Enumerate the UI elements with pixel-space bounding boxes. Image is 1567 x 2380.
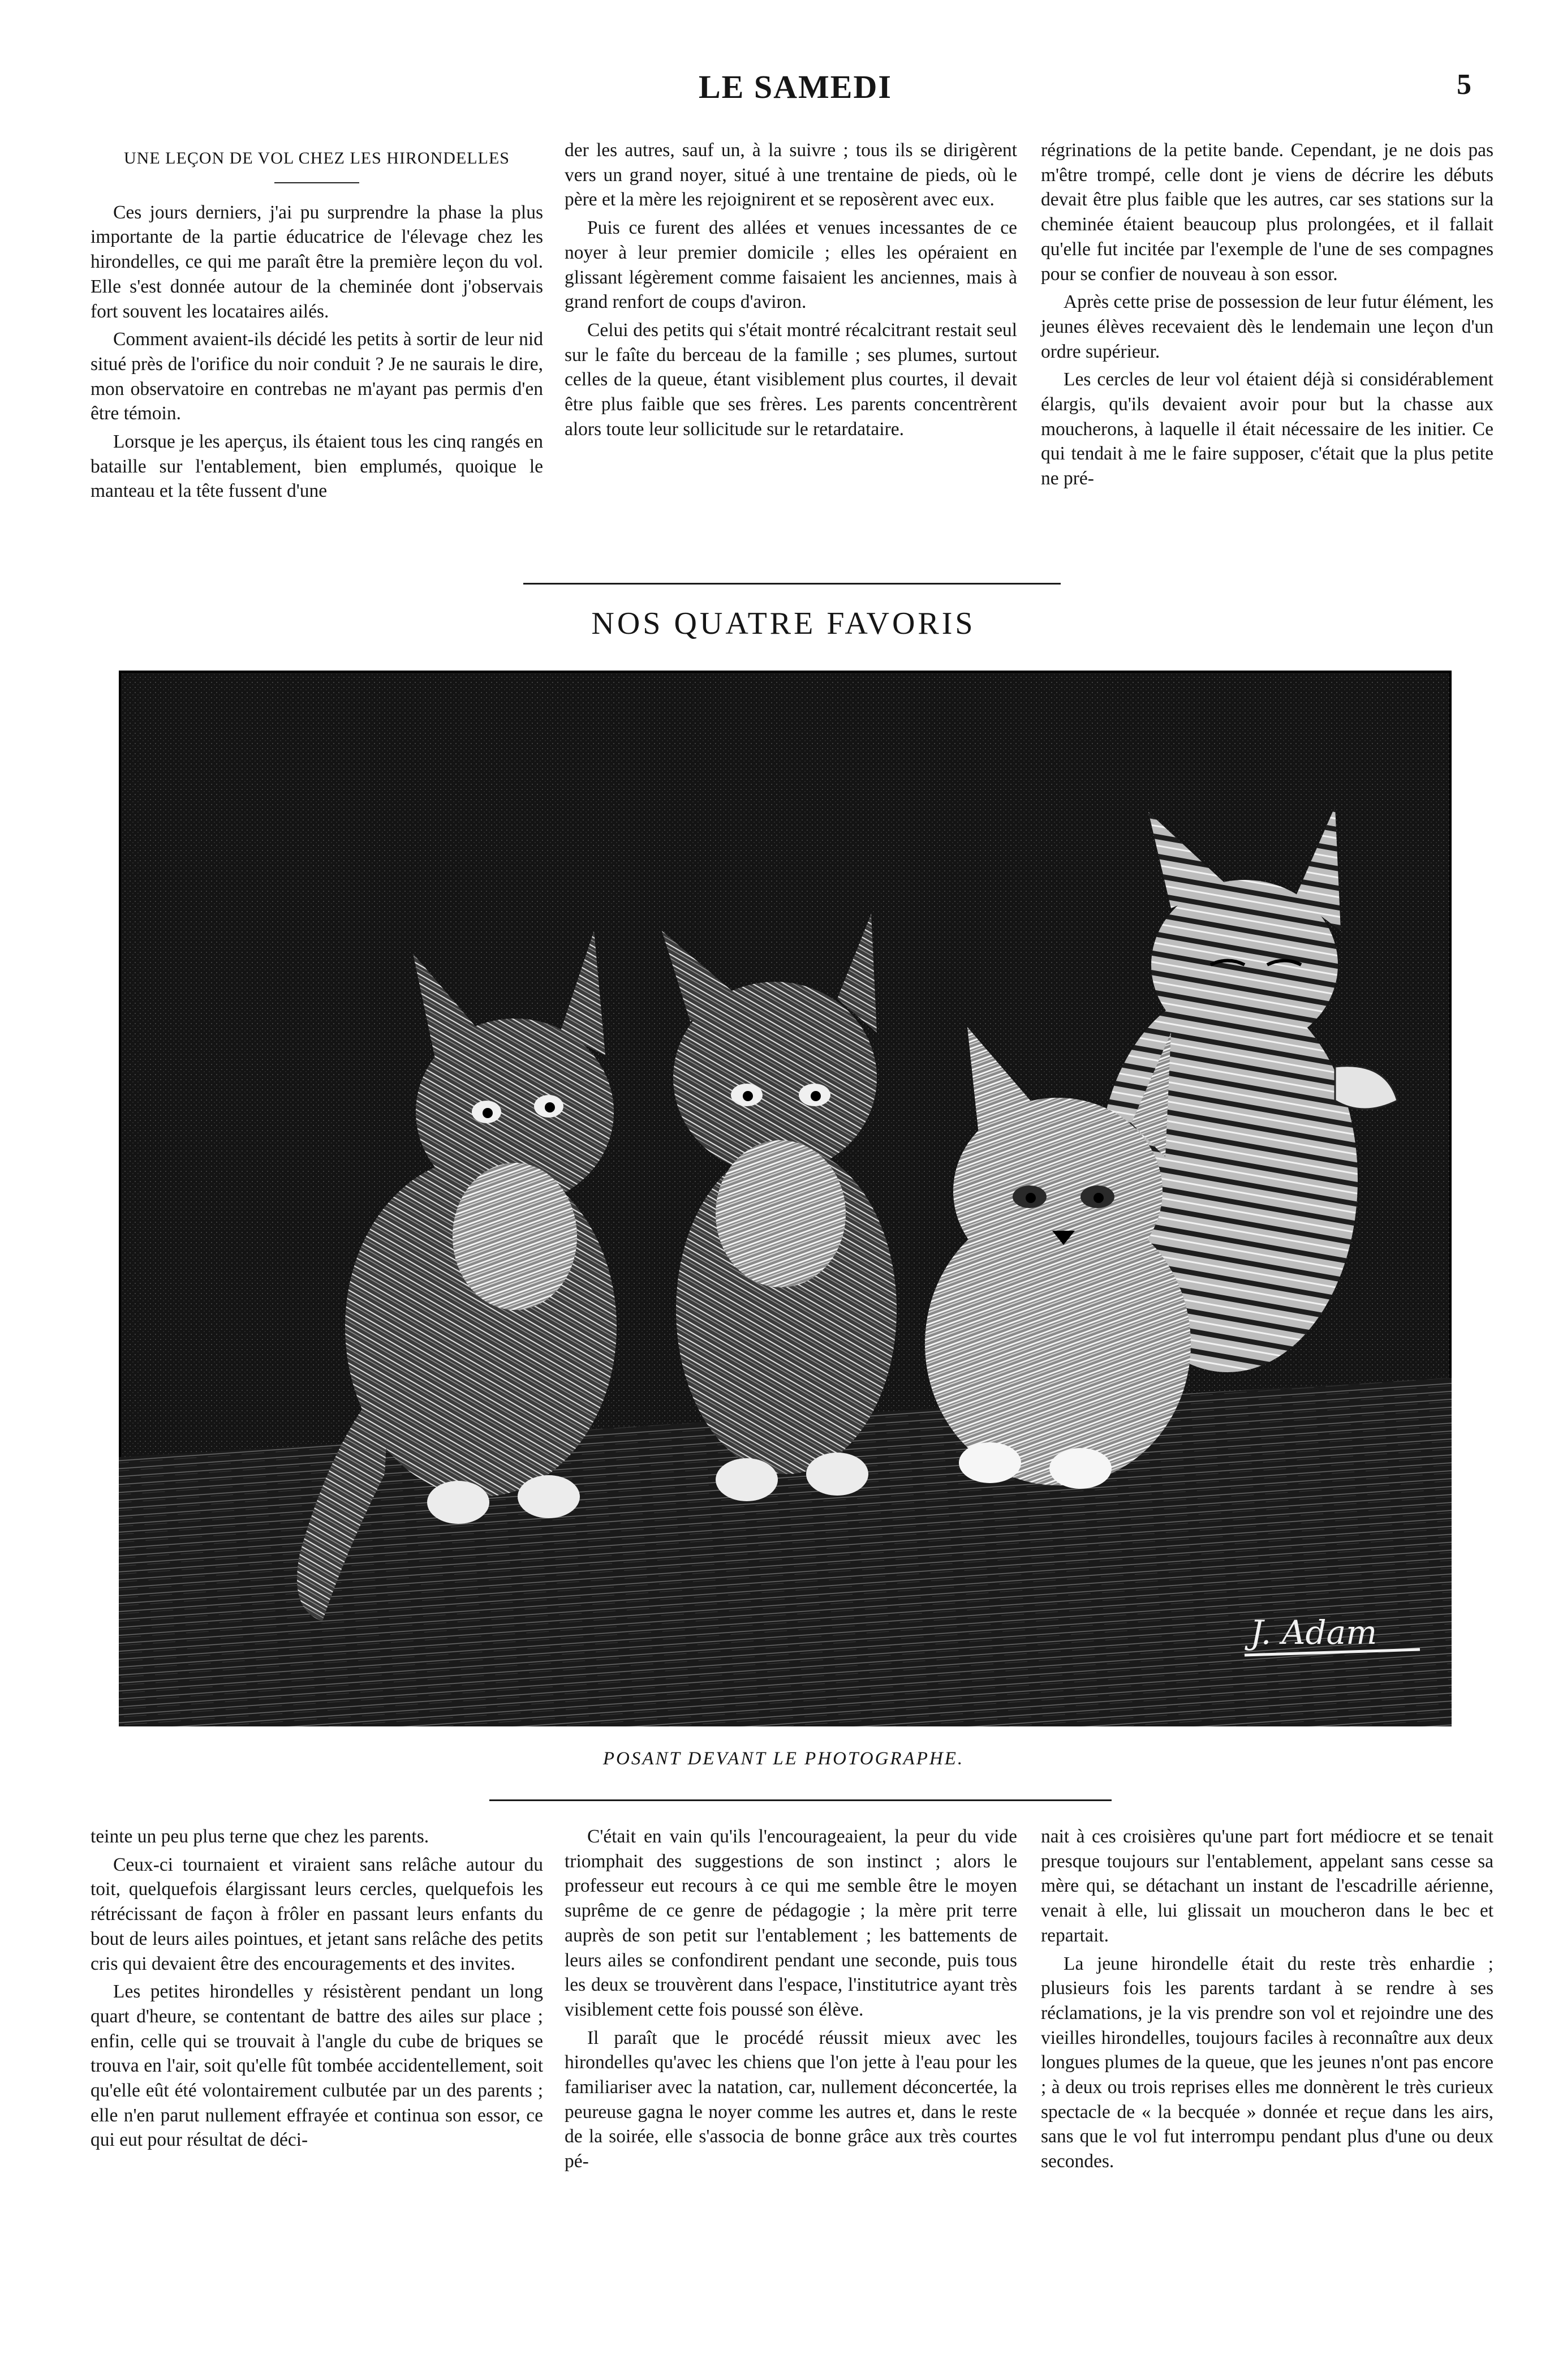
newspaper-title: LE SAMEDI xyxy=(699,68,892,105)
paragraph: Puis ce furent des allées et venues incessantes de ce noyer à leur premier domicile ; elles les opéraient en glissant légèrement comme faisaient les anciennes, mais à grand renfort de coups d'aviron. xyxy=(565,217,1017,313)
page-number: 5 xyxy=(1457,68,1471,101)
paragraph: Comment avaient-ils décidé les petits à sortir de leur nid situé près de l'orifice du noir conduit ? Je ne saurais le dire, mon observatoire en contrebas ne m'ayant pas permis d'en être témoin. xyxy=(91,329,543,424)
paragraph: C'était en vain qu'ils l'encourageaient, la peur du vide triomphait des suggestions de son instinct ; alors le professeur eut recours à ce qui me semble être le moyen suprême de ce genre de pédagogie ; la mère prit terre auprès de son petit sur l'entablement ; les battements de leurs ailes se confondirent pendant une seconde, puis tous les deux se trouvèrent dans l'espace, l'institutrice ayant très visiblement cette fois poussé son élève. xyxy=(565,1826,1017,2020)
heading-divider xyxy=(274,182,359,183)
paragraph: Il paraît que le procédé réussit mieux avec les hirondelles qu'avec les chiens que l'on jette à l'eau pour les familiariser avec la natation, car, nullement déconcertée, la peureuse gagna le noyer comme les autres et, dans le reste de la soirée, elle s'associa de bonne grâce aux très courtes pé- xyxy=(565,2027,1017,2172)
section-rule-bottom xyxy=(489,1799,1112,1801)
article-column-bottom-1 xyxy=(91,1824,543,2153)
paragraph: teinte un peu plus terne que chez les parents. xyxy=(91,1826,429,1847)
paragraph: Les petites hirondelles y résistèrent pendant un long quart d'heure, se contentant de battre des ailes sur place ; enfin, celle qui se trouvait à l'angle du cube de briques se trouva en l'air, soit qu'elle fût tombée accidentellement, soit qu'elle eût été volontairement culbutée par un des parents ; elle n'en parut nullement effrayée et continua son essor, ce qui eut pour résultat de déci- xyxy=(91,1981,543,2151)
section-title: NOS QUATRE FAVORIS xyxy=(591,606,976,641)
section-rule-top xyxy=(523,583,1061,585)
paragraph: régrinations de la petite bande. Cependant, je ne dois pas m'être trompé, celle dont je viens de décrire les débuts devait être plus faible que les autres, car ses stations sur la cheminée étaient beaucoup plus prolongées, et il fallait qu'elle fut incitée par l'exemple de l'une de ses compagnes pour se confier de nouveau à son essor. xyxy=(1041,140,1493,285)
paragraph: Ces jours derniers, j'ai pu surprendre la phase la plus importante de la partie éducatrice de l'élevage chez les hirondelles, ce qui me paraît être la première leçon du vol. Elle s'est donnée autour de la cheminée dont j'observais fort souvent les locataires ailés. xyxy=(91,201,543,322)
article-column-top-2 xyxy=(565,138,1017,441)
paragraph: Les cercles de leur vol étaient déjà si considérablement élargis, qu'ils devaient avoir pour but la chasse aux moucherons, à laquelle il était nécessaire de les initier. Ce qui tendait à me le faire supposer, c'était que la plus petite ne pré- xyxy=(1041,369,1493,489)
paragraph: der les autres, sauf un, à la suivre ; tous ils se dirigèrent vers un grand noyer, situé à une trentaine de pieds, où le père et la mère les rejoignirent et se reposèrent avec eux. xyxy=(565,140,1017,210)
paragraph: Celui des petits qui s'était montré récalcitrant restait seul sur le faîte du berceau de la famille ; ses plumes, surtout celles de la queue, étant visiblement plus courtes, il devait être plus faible que ses frères. Les parents concentrèrent alors toute leur sollicitude sur le retardataire. xyxy=(565,319,1017,440)
article-column-bottom-3 xyxy=(1041,1824,1493,2174)
article-column-top-3 xyxy=(1041,138,1493,491)
article-heading: UNE LEÇON DE VOL CHEZ LES HIRONDELLES xyxy=(124,149,510,167)
kittens-engraving xyxy=(119,671,1452,1726)
paragraph: La jeune hirondelle était du reste très enhardie ; plusieurs fois les parents tardant à se rendre à ses réclamations, je la vis prendre son vol et rejoindre une des vieilles hirondelles, toujours faciles à reconnaître aux deux longues plumes de la queue, que les jeunes n'ont pas encore ; à deux ou trois reprises elles me donnèrent le très curieux spectacle de « la becquée » donnée et reçue dans les airs, sans que le vol fut interrompu pendant plus d'une ou deux secondes. xyxy=(1041,1953,1493,2172)
illustration-caption: POSANT DEVANT LE PHOTOGRAPHE. xyxy=(602,1749,965,1769)
article-column-bottom-2 xyxy=(565,1824,1017,2174)
paragraph: Ceux-ci tournaient et viraient sans relâche autour du toit, quelquefois élargissant leurs cercles, quelquefois les rétrécissant de façon à frôler en passant leurs enfants du bout de leurs ailes pointues, et jetant sans relâche des petits cris qui devaient être des encouragements et des invites. xyxy=(91,1854,543,1974)
article-column-top-1 xyxy=(91,146,543,504)
paragraph: nait à ces croisières qu'une part fort médiocre et se tenait presque toujours sur l'entablement, appelant sans cesse sa mère qui, se détachant un instant de l'escadrille aérienne, venait à elle, lui glissait un moucheron dans le bec et repartait. xyxy=(1041,1826,1493,1946)
paragraph: Lorsque je les aperçus, ils étaient tous les cinq rangés en bataille sur l'entablement, bien emplumés, quoique le manteau et la tête fussent d'une xyxy=(91,431,543,502)
artist-signature: J. Adam xyxy=(1250,1613,1377,1652)
paragraph: Après cette prise de possession de leur futur élément, les jeunes élèves recevaient dès le lendemain une leçon d'un ordre supérieur. xyxy=(1041,291,1493,362)
